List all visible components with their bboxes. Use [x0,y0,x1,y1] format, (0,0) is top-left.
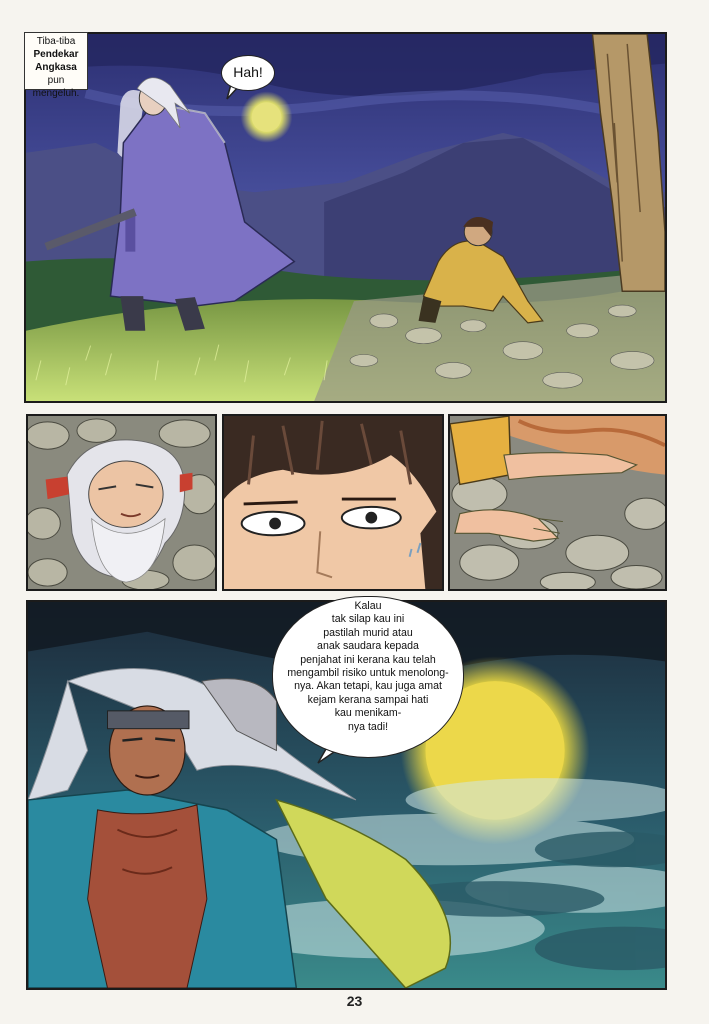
caption-line-1: Tiba-tiba [36,36,76,47]
speech-bubble-hah: Hah! [221,55,275,91]
bubble-line: pastilah murid atau [323,626,413,639]
bubble-line: kau menikam- [334,707,402,720]
bubble-line: mengambil risiko untuk menolong- [287,667,449,680]
bubble-line: kejam kerana sampai hati [307,693,429,706]
panel-night-landscape [24,32,667,403]
caption-line-3-suffix: pun [47,75,65,86]
caption-line-2: Pendekar [33,49,79,60]
panel-hand-on-stones [448,414,667,591]
narration-caption [24,32,88,99]
bubble-line: anak saudara kepada [317,640,419,653]
page-number: 23 [346,993,363,1009]
bubble-line: nya. Akan tetapi, kau juga amat [294,680,442,693]
bubble-line: tak silap kau ini [331,613,405,626]
panel-shocked-eyes [222,414,444,591]
shocked-eyes-art [224,416,442,589]
hand-on-stones-art [450,416,665,589]
panel-old-man-face [26,414,217,591]
bubble-line: penjahat ini kerana kau telah [300,653,436,666]
night-landscape-art [26,34,665,401]
bubble-line: nya tadi! [347,720,389,733]
speech-bubble-main [272,596,464,758]
caption-line-3: Angkasa [35,62,77,73]
old-man-face-art [28,416,215,589]
caption-line-4: mengeluh. [32,88,80,99]
bubble-line: Kalau [354,600,382,612]
